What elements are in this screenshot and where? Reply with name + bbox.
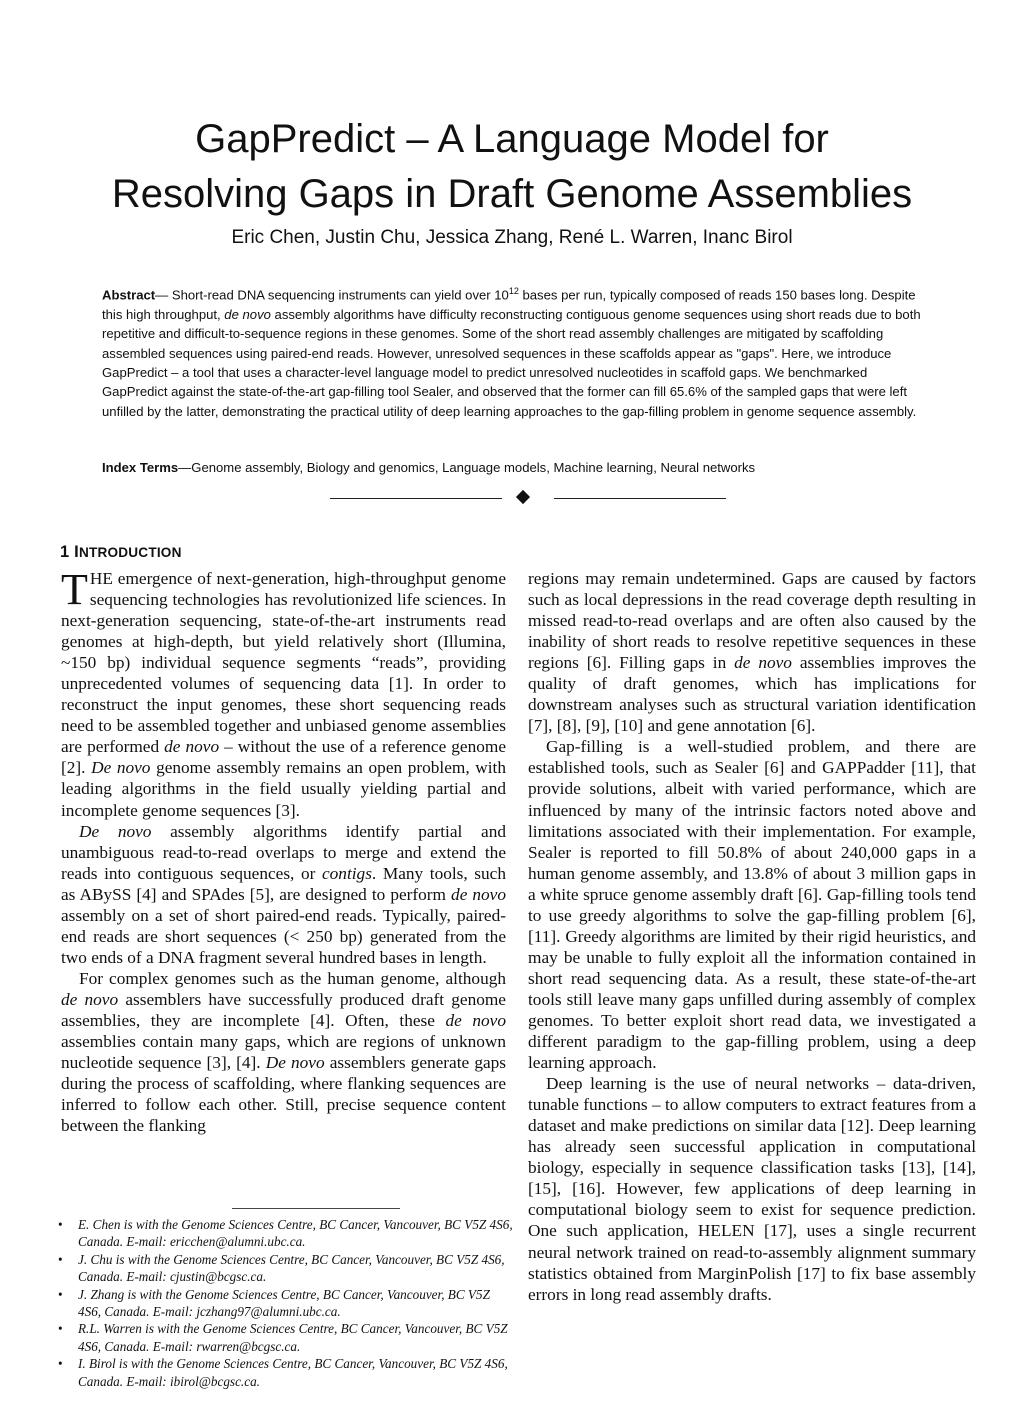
text-run: emergence of next-generation, high-throughput genome sequencing technologies has revolutionized life sciences. In next-generation sequencing, state-of-the-art instruments read genomes at high-depth, but yield relatively short (Illumina, ~150 bp) individual sequence segments “reads”, providing unprecedented volumes of sequencing data [1]. In order to reconstruct the input genomes, these short sequencing reads need to be assembled together and unbiased genome assemblies are performed: [61, 569, 506, 757]
paragraph: [61, 968, 506, 1136]
paragraph: Gap-filling is a well-studied problem, and there are established tools, such as Sealer [6] and GAPPadder [11], that provide solutions, albeit with varied performance, which are influenced by many of the intrinsic factors noted above and limitations associated with their implementation. For example, Sealer is reported to fill 50.8% of about 240,000 gaps in a human genome assembly, and 13.8% of about 3 million gaps in a white spruce genome assembly draft [6]. Gap-filling tools tend to use greedy algorithms to solve the gap-filling problem [6], [11]. Greedy algorithms are limited by their rigid heuristics, and may be unable to fully exploit all the information contained in short read sequencing data. As a result, these state-of-the-art tools still leave many gaps unfilled during assembly of complex genomes. To better exploit short read data, we investigated a different paradigm to the gap-filling problem, using a deep learning approach.: [528, 737, 976, 1073]
right-column: [528, 568, 976, 1305]
text-run: assemblers generate gaps during the process of scaffolding, where flanking sequences are inferred to follow each other. Still, precise sequence content between the flanking: [61, 1053, 506, 1136]
emphasis: de novo: [734, 653, 792, 673]
abstract-label: Abstract: [102, 287, 156, 303]
small-caps-lead: HE: [89, 569, 113, 588]
footnote-list: [56, 1216, 514, 1390]
footnote: • I. Birol is with the Genome Sciences Centre, BC Cancer, Vancouver, BC V5Z 4S6, Canada. E-mail: ibirol@bcgsc.ca.: [56, 1355, 514, 1390]
section-heading: [60, 541, 182, 564]
text-run: . Many tools, such as ABySS [4] and SPAdes [5], are designed to perform: [61, 863, 506, 904]
paragraph: [528, 568, 976, 736]
text-run: regions may remain undetermined. Gaps are caused by factors such as local depressions in the read coverage depth resulting in missed read-to-read overlaps and are often also caused by the inability of short reads to resolve repetitive sequences in these regions [6]. Filling gaps in: [528, 569, 976, 673]
text-run: assemblers have successfully produced draft genome assemblies, they are incomplete [4]. Often, these: [61, 989, 506, 1030]
left-column: [61, 565, 506, 1136]
section-title: NTRODUCTION: [78, 545, 182, 560]
emphasis: de novo: [445, 1010, 506, 1030]
abstract-emphasis: de novo: [224, 306, 271, 322]
divider-line-left: [330, 498, 502, 499]
text-run: – without the use of a reference genome [2].: [61, 737, 506, 778]
emphasis: De novo: [91, 758, 151, 778]
section-divider: [330, 488, 726, 508]
text-run: assemblies improves the quality of draft genomes, which has implications for downstream analyses such as structural variation identification [7], [8], [9], [10] and gene annotation [6].: [528, 653, 976, 736]
emphasis: de novo: [61, 989, 119, 1009]
drop-cap: T: [61, 565, 88, 614]
abstract-text-a: Short-read DNA sequencing instruments can yield over 10: [171, 287, 509, 303]
emphasis: De novo: [79, 821, 152, 841]
paragraph: [61, 565, 506, 821]
abstract-text-b: bases per run, typically composed of reads 150 bases long. Despite this high throughput,: [102, 287, 916, 322]
paragraph: [61, 821, 506, 968]
footnote: • R.L. Warren is with the Genome Sciences Centre, BC Cancer, Vancouver, BC V5Z 4S6, Canada. E-mail: rwarren@bcgsc.ca.: [56, 1320, 514, 1355]
paper-title: [40, 112, 984, 222]
index-terms: [102, 458, 930, 477]
index-terms-text: Genome assembly, Biology and genomics, Language models, Machine learning, Neural networks: [191, 460, 756, 475]
abstract-text-c: assembly algorithms have difficulty reconstructing contiguous genome sequences using short reads due to both repetitive and difficult-to-sequence regions in these genomes. Some of the short read assembly challenges are mitigated by scaffolding assembled sequences using paired-end reads. However, unresolved sequences in these scaffolds appear as "gaps". Here, we introduce GapPredict – a tool that uses a character-level language model to predict unresolved nucleotides in scaffold gaps. We benchmarked GapPredict against the state-of-the-art gap-filling tool Sealer, and observed that the former can fill 65.6% of the sampled gaps that were left unfilled by the latter, demonstrating the practical utility of deep learning approaches to the gap-filling problem in genome sequence assembly.: [102, 306, 921, 419]
footnote-rule: [232, 1208, 400, 1209]
section-number: 1 I: [60, 543, 79, 561]
text-run: For complex genomes such as the human genome, although: [79, 968, 506, 988]
emphasis: De novo: [265, 1053, 325, 1073]
emphasis: de novo: [164, 737, 220, 757]
diamond-icon: [516, 490, 530, 504]
emphasis: contigs: [322, 863, 372, 883]
text-run: genome assembly remains an open problem, with leading algorithms in the field usually yielding partial and incomplete genome sequences [3].: [61, 758, 506, 820]
emphasis: de novo: [451, 884, 506, 904]
text-run: assembly algorithms identify partial and unambiguous read-to-read overlaps to merge and extend the reads into contiguous sequences, or: [61, 821, 506, 883]
paragraph: Deep learning is the use of neural networks – data-driven, tunable functions – to allow computers to extract features from a dataset and make predictions on similar data [12]. Deep learning has already seen successful application in computational biology, especially in sequence classification tasks [13], [14], [15], [16]. However, few applications of deep learning in computational biology seem to exist for sequence prediction. One such application, HELEN [17], uses a single recurrent neural network trained on read-to-assembly alignment summary statistics obtained from MarginPolish [17] to fix base assembly errors in long read assembly drafts.: [528, 1074, 976, 1304]
abstract-superscript: 12: [508, 286, 519, 296]
abstract: [102, 282, 930, 421]
author-list: Eric Chen, Justin Chu, Jessica Zhang, René L. Warren, Inanc Birol: [231, 227, 793, 248]
text-run: assemblies contain many gaps, which are regions of unknown nucleotide sequence [3], [4].: [61, 1032, 506, 1073]
title-line-1: GapPredict – A Language Model for: [195, 117, 829, 161]
footnote: • J. Zhang is with the Genome Sciences Centre, BC Cancer, Vancouver, BC V5Z 4S6, Canada. E-mail: jczhang97@alumni.ubc.ca.: [56, 1286, 514, 1321]
footnote: • E. Chen is with the Genome Sciences Centre, BC Cancer, Vancouver, BC V5Z 4S6, Canada. E-mail: ericchen@alumni.ubc.ca.: [56, 1216, 514, 1251]
abstract-dash: —: [155, 287, 172, 303]
footnote: • J. Chu is with the Genome Sciences Centre, BC Cancer, Vancouver, BC V5Z 4S6, Canada. E-mail: cjustin@bcgsc.ca.: [56, 1251, 514, 1286]
text-run: assembly on a set of short paired-end reads. Typically, paired-end reads are short sequences (< 250 bp) generated from the two ends of a DNA fragment several hundred bases in length.: [61, 905, 506, 967]
index-terms-label: Index Terms: [102, 460, 179, 475]
title-line-2: Resolving Gaps in Draft Genome Assemblies: [111, 172, 913, 216]
index-terms-dash: —: [178, 460, 192, 475]
divider-line-right: [554, 498, 726, 499]
